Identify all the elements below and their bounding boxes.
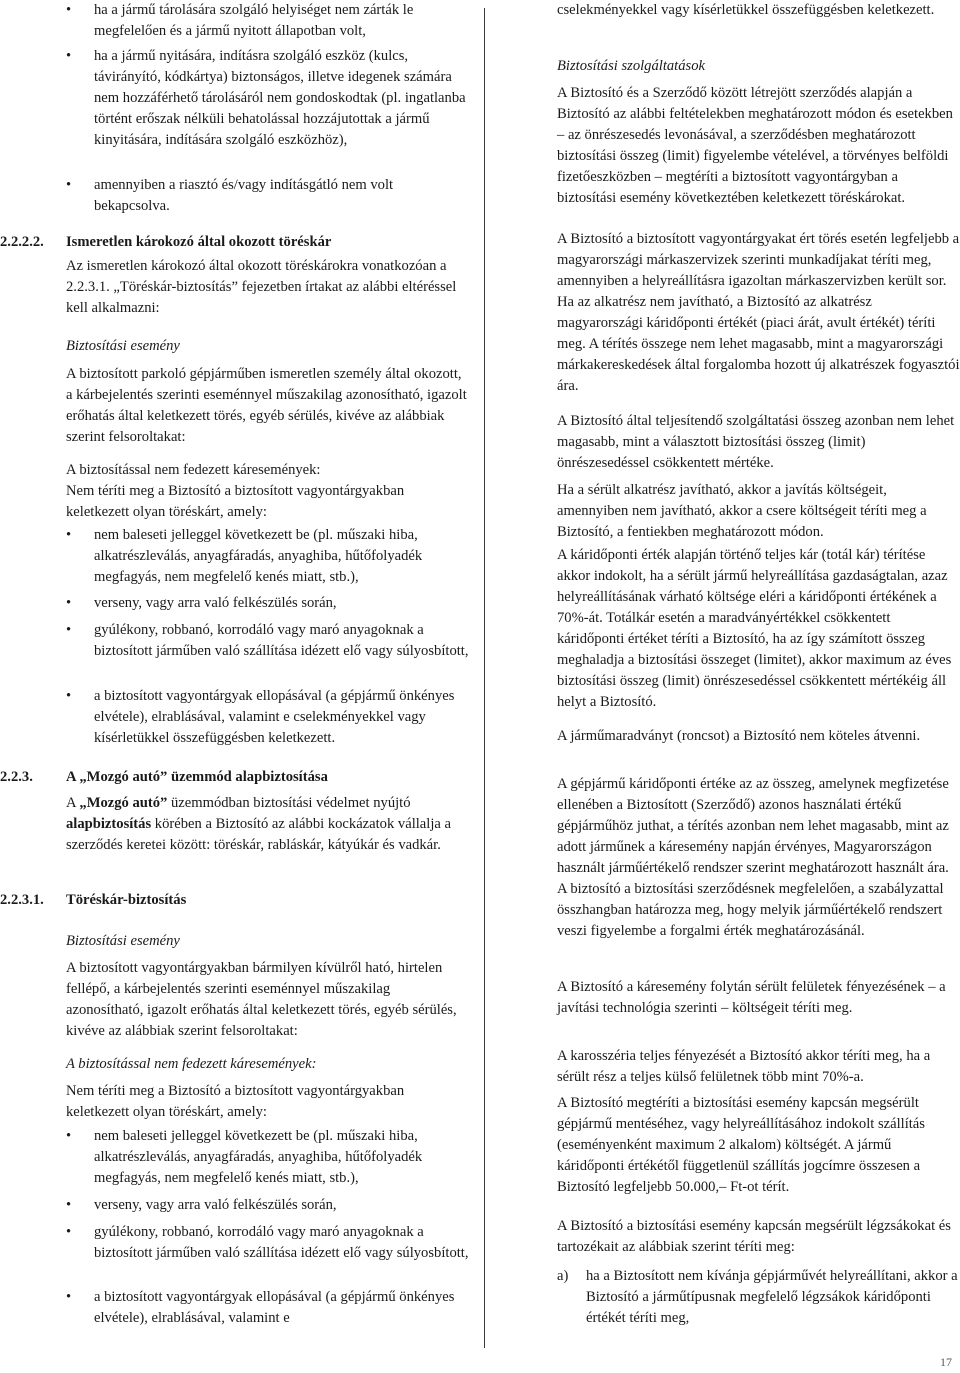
list-item: • verseny, vagy arra való felkészülés során, bbox=[66, 593, 472, 614]
paragraph: A biztosított parkoló gépjárműben ismeretlen személy által okozott, a kárbejelentés szerinti eseménnyel műszakilag azonosítható, igazolt erőhatás által keletkezett törés, egyéb sérülés, kivéve az alábbiak szerint felsoroltakat: bbox=[66, 366, 467, 445]
paragraph: cselekményekkel vagy kísérletükkel összefüggésben keletkezett. bbox=[557, 2, 935, 18]
section-title: A „Mozgó autó” üzemmód alapbiztosítása bbox=[66, 769, 328, 785]
text-run: A bbox=[66, 795, 80, 811]
paragraph: A járműmaradványt (roncsot) a Biztosító nem köteles átvenni. bbox=[557, 728, 921, 744]
list-item: • nem baleseti jelleggel következett be (pl. műszaki hiba, alkatrészleválás, anyagfáradás, anyaghiba, hűtőfolyadék megfagyás, nem megfelelő kenés miatt, stb.), bbox=[66, 525, 472, 588]
page-number: 17 bbox=[940, 1355, 952, 1369]
subheading: Biztosítási szolgáltatások bbox=[557, 58, 705, 74]
list-item: • a biztosított vagyontárgyak ellopásával (a gépjármű önkényes elvétele), elrablásával, valamint e bbox=[66, 1287, 472, 1329]
section-number: 2.2.3.1. bbox=[0, 892, 44, 908]
bullet-item: • amennyiben a riasztó és/vagy indításgátló nem volt bekapcsolva. bbox=[66, 175, 472, 217]
bullet-item: • ha a jármű nyitására, indításra szolgáló eszköz (kulcs, távirányító, kódkártya) biztonságos, illetve idegenek számára nem hozzáférhető tárolásáról nem gondoskodtak (pl. ingatlanba történt erőszak nélküli behatolással hozzájutottak a jármű kinyitására, indítására szolgáló eszközhöz), bbox=[66, 46, 472, 151]
list-item: • gyúlékony, robbanó, korrodáló vagy maró anyagoknak a biztosított járműben való szállítása idézett elő vagy súlyosbított, bbox=[66, 1222, 472, 1264]
bold-text: alapbiztosítás bbox=[66, 816, 152, 832]
paragraph: A Biztosító és a Szerződő között létrejött szerződés alapján a Biztosító az alábbi feltételekben meghatározott módon és esetekben – az önrészesedés levonásával, a szerződésben meghatározott biztosítási összeg (limit) figyelembe vételével, a törvényes belföldi fizetőeszközben – megtéríti a biztosított vagyontárgyban a biztosítási esemény következtében keletkezett töréskárokat. bbox=[557, 85, 953, 206]
subheading: Biztosítási esemény bbox=[66, 338, 180, 354]
text-run: üzemmódban biztosítási védelmet nyújtó bbox=[167, 795, 411, 811]
bullet-item: • ha a jármű tárolására szolgáló helyiséget nem zárták le megfelelően és a jármű nyitott állapotban volt, bbox=[66, 0, 472, 42]
section-heading-2-2-3 bbox=[0, 767, 472, 788]
section-heading-2-2-3-1 bbox=[0, 890, 472, 911]
paragraph: A Biztosító által teljesítendő szolgáltatási összeg azonban nem lehet magasabb, mint a választott biztosítási összeg (limit) önrészesedéssel csökkentett mértéke. bbox=[557, 413, 955, 471]
paragraph: Nem téríti meg a Biztosító a biztosított vagyontárgyakban keletkezett olyan töréskárt, amely: bbox=[66, 1083, 405, 1120]
section-number: 2.2.2.2. bbox=[0, 234, 44, 250]
list-text: ha a Biztosított nem kívánja gépjárművét helyreállítani, akkor a Biztosító a járműtípusnak megfelelő légzsákok káridőponti értékét téríti meg, bbox=[586, 1268, 958, 1326]
list-item: • gyúlékony, robbanó, korrodáló vagy maró anyagoknak a biztosított járműben való szállítása idézett elő vagy súlyosbított, bbox=[66, 620, 472, 662]
list-item: • verseny, vagy arra való felkészülés során, bbox=[66, 1195, 472, 1216]
paragraph: A karosszéria teljes fényezését a Biztosító akkor téríti meg, ha a sérült rész a teljes külső felületnek több mint 70%-a. bbox=[557, 1048, 931, 1085]
paragraph: Ha a sérült alkatrész javítható, akkor a javítás költségeit, amennyiben nem javítható, akkor a csere költségeit téríti meg a Biztosító, a fentiekben meghatározott módon. bbox=[557, 482, 927, 540]
column-divider bbox=[484, 8, 485, 1348]
paragraph bbox=[66, 793, 470, 856]
paragraph: A Biztosító a káresemény folytán sérült felületek fényezésének – a javítási technológia szerinti – költségeit téríti meg. bbox=[557, 979, 946, 1016]
section-heading-2-2-2-2 bbox=[0, 232, 472, 253]
list-key: a) bbox=[557, 1268, 569, 1284]
lettered-list-item bbox=[557, 1266, 960, 1329]
subheading: Biztosítási esemény bbox=[66, 933, 180, 949]
paragraph: A Biztosító megtéríti a biztosítási esemény kapcsán megsérült gépjármű mentéséhez, vagy helyreállításához indokolt szállítás (eseményenként maximum 2 alkalom) költségét. A jármű káridőponti értékétől függetlenül szállítás jogcímre összesen a Biztosító legfeljebb 50.000,– Ft-ot térít. bbox=[557, 1095, 925, 1195]
paragraph: A káridőponti érték alapján történő teljes kár (totál kár) térítése akkor indokolt, ha a sérült jármű helyreállítása gazdaságtalan, azaz helyreállításának várható költsége eléri a káridőponti értékének a 70%-át. Totálkár esetén a maradványértékkel csökkentett káridőponti értéket téríti a Biztosító, ha az így számított összeg meghaladja a biztosítási összeget (limitet), akkor maximum az éves biztosítási összeg (limit) önrészesedéssel csökkentett mértékéig áll helyt a Biztosító. bbox=[557, 547, 952, 710]
paragraph: A Biztosító a biztosított vagyontárgyakat ért törés esetén legfeljebb a magyarországi márkaszervizek szerinti munkadíjakat téríti meg, amennyiben a helyreállításra igazoltan márkaszervizben került sor. Ha az alkatrész nem javítható, a Biztosító az alkatrész magyarországi káridőponti értékét (piaci árát, avult értékét) téríti meg. A térítés összege nem lehet magasabb, mint a magyarországi márkakereskedések által forgalomba hozott új alkatrészek fogyasztói ára. bbox=[557, 231, 960, 394]
paragraph: A biztosított vagyontárgyakban bármilyen kívülről ható, hirtelen fellépő, a kárbejelentés szerinti eseménnyel műszakilag azonosítható, igazolt erőhatás által keletkezett törés, egyéb sérülés, kivéve az alábbiak szerint felsoroltakat: bbox=[66, 960, 457, 1039]
section-number: 2.2.3. bbox=[0, 769, 33, 785]
paragraph: Nem téríti meg a Biztosító a biztosított vagyontárgyakban keletkezett olyan töréskárt, amely: bbox=[66, 483, 405, 520]
paragraph: A gépjármű káridőponti értéke az az összeg, amelynek megfizetése ellenében a Biztosított (Szerződő) azonos használati értékű gépjárműhöz juthat, a térítés azonban nem lehet magasabb, mint az adott járműnek a káresemény napján érvényes, Magyarországon használt járműértékelő rendszer szerint meghatározott használt ára. A biztosító a biztosítási szerződésnek megfelelően, a szabályzattal összhangban határozza meg, hogy melyik járműértékelő rendszert veszi figyelembe a forgalmi érték meghatározásánál. bbox=[557, 776, 949, 939]
list-item: • a biztosított vagyontárgyak ellopásával (a gépjármű önkényes elvétele), elrablásával, valamint e cselekményekkel vagy kísérletükkel összefüggésben keletkezett. bbox=[66, 686, 472, 749]
subheading: A biztosítással nem fedezett káresemények: bbox=[66, 1056, 317, 1072]
bold-text: „Mozgó autó” bbox=[79, 795, 168, 811]
list-item: • nem baleseti jelleggel következett be (pl. műszaki hiba, alkatrészleválás, anyagfáradás, anyaghiba, hűtőfolyadék megfagyás, nem megfelelő kenés miatt, stb.), bbox=[66, 1126, 472, 1189]
paragraph: Az ismeretlen károkozó által okozott töréskárokra vonatkozóan a 2.2.3.1. „Töréskár-biztosítás” fejezetben írtakat az alábbi eltéréssel kell alkalmazni: bbox=[66, 258, 457, 316]
section-title: Ismeretlen károkozó által okozott töréskár bbox=[66, 234, 332, 250]
paragraph: A Biztosító a biztosítási esemény kapcsán megsérült légzsákokat és tartozékait az alábbiak szerint téríti meg: bbox=[557, 1218, 951, 1255]
section-title: Töréskár-biztosítás bbox=[66, 892, 187, 908]
paragraph: A biztosítással nem fedezett káresemények: bbox=[66, 462, 321, 478]
text-run: körében a Biztosító az alábbi kockázatok vállalja a szerződés keretei között: töréskár, rabláskár, kátyúkár és vadkár. bbox=[66, 816, 451, 853]
